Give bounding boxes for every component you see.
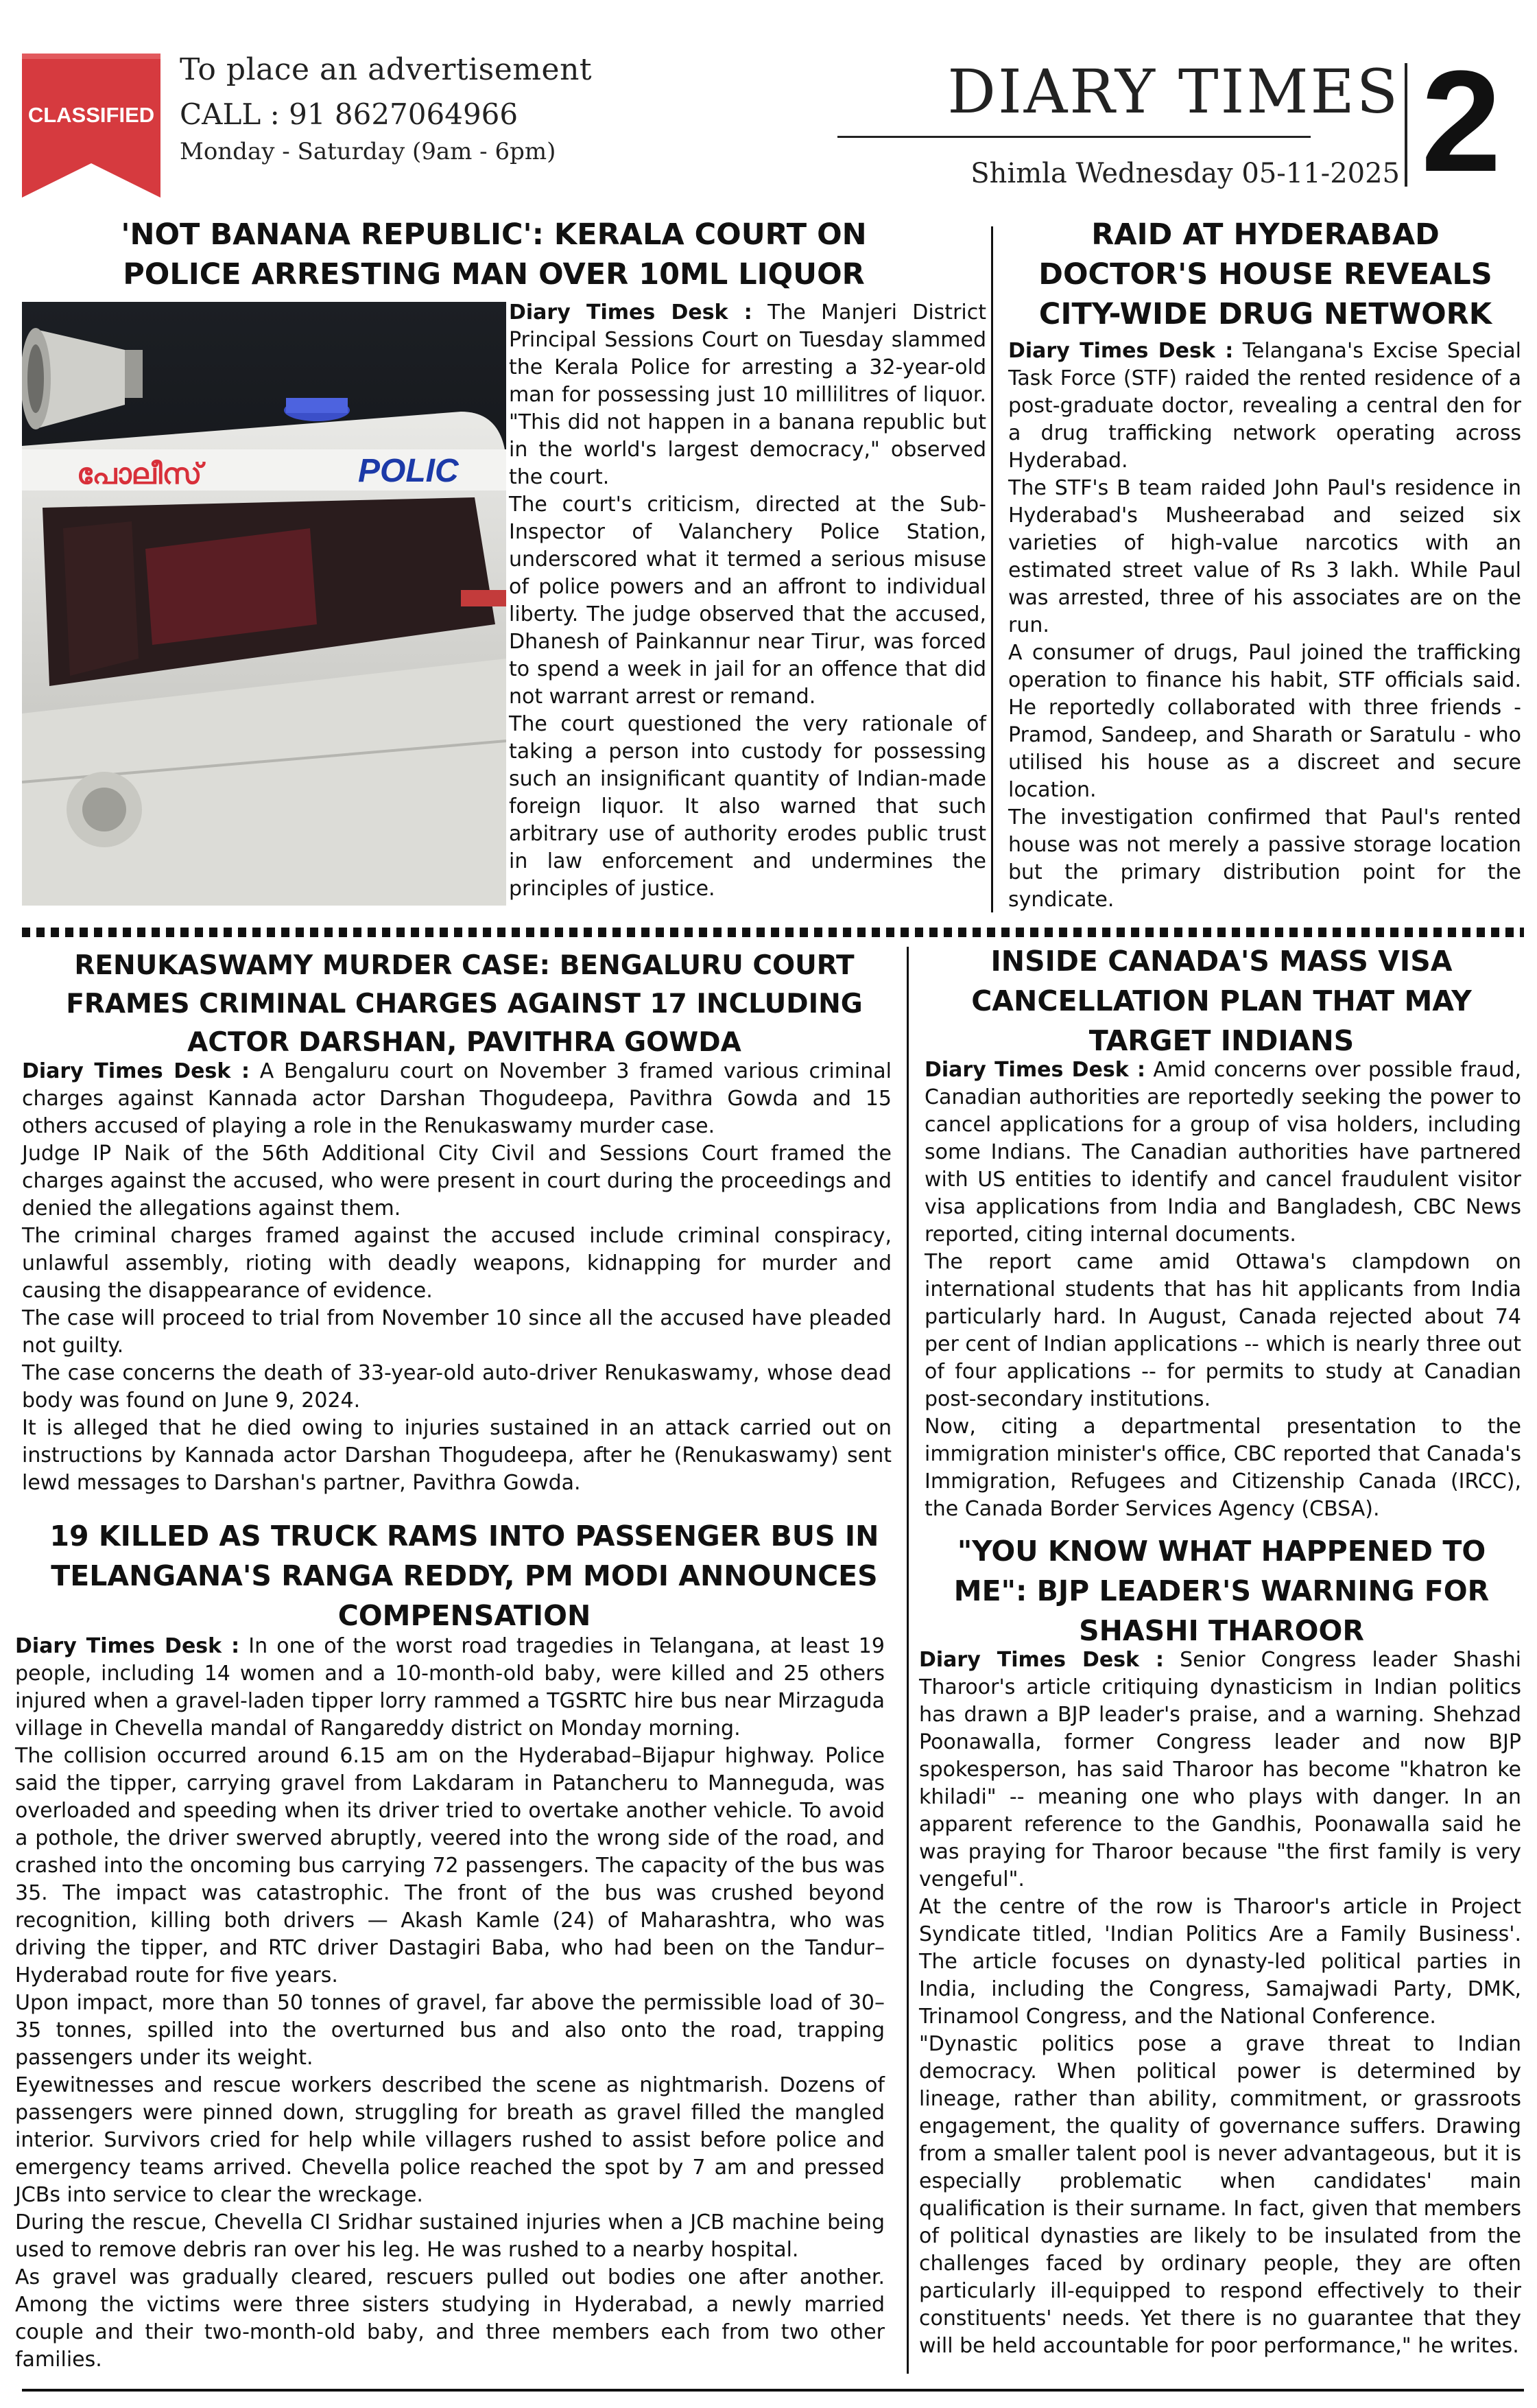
paragraph: The case will proceed to trial from November 10 since all the accused have pleaded not guilty. [22,1306,892,1358]
desk-credit: Diary Times Desk : [1008,339,1234,363]
paragraph: The investigation confirmed that Paul's rented house was not merely a passive storage location but the primary distribution point for the syndicate. [1008,805,1521,912]
article-renukaswamy-body [22,1058,892,1497]
classified-ribbon [22,54,160,198]
paragraph: It is alleged that he died owing to injuries sustained in an attack carried out on instructions by Kannada actor Darshan Thogudeepa, after he (Renukaswamy) sent lewd messages to Darshan's partner, Pavithra Gowda. [22,1416,892,1495]
paragraph: The court's criticism, directed at the Sub-Inspector of Valanchery Police Station, underscored what it termed a serious misuse of police powers and an affront to individual liberty. The judge observed that the accused, Dhanesh of Painkannur near Tirur, was forced to spend a week in jail for an offence that did not warrant arrest or remand. [509,493,986,709]
headline-tharoor: "YOU KNOW WHAT HAPPENED TO ME": BJP LEADER'S WARNING FOR SHASHI THAROOR [953,1535,1490,1647]
dateline: Shimla Wednesday 05-11-2025 [970,158,1400,189]
paragraph: Judge IP Naik of the 56th Additional City Civil and Sessions Court framed the charges against the accused, who were present in court during the proceedings and denied the allegations against them. [22,1142,892,1220]
headline-renukaswamy: RENUKASWAMY MURDER CASE: BENGALURU COURT FRAMES CRIMINAL CHARGES AGAINST 17 INCLUDING ACTOR DARSHAN, PAVITHRA GOWDA [66,950,863,1058]
desk-credit: Diary Times Desk : [15,1634,240,1658]
column-divider [991,226,993,912]
section-divider [22,928,1524,937]
paragraph: In one of the worst road tragedies in Telangana, at least 19 people, including 14 women and a 10-month-old baby, were killed and 25 others injured when a gravel-laden tipper lorry rammed a TGSRTC hire bus near Mirzaguda village in Chevella mandal of Rangareddy district on Monday morning. [15,1634,885,1740]
ad-phone: CALL : 91 8627064966 [180,97,519,131]
paragraph: Now, citing a departmental presentation to the immigration minister's office, CBC reported that Canada's Immigration, Refugees and Citizenship Canada (IRCC), the Canada Border Services Agency (CBSA). [925,1415,1521,1521]
paragraph: During the rescue, Chevella CI Sridhar sustained injuries when a JCB machine being used to remove debris ran over his leg. He was rushed to a nearby hospital. [15,2210,885,2262]
column-divider [907,947,909,2374]
ad-line-1: To place an advertisement [180,52,593,87]
article-kerala-body [509,299,986,903]
paragraph: A consumer of drugs, Paul joined the trafficking operation to finance his habit, STF officials said. He reportedly collaborated with three friends - Pramod, Sandeep, and Sharath or Saratulu - who utilised his house as a discreet and secure location. [1008,641,1521,802]
paragraph: The court questioned the very rationale of taking a person into custody for possessing such an insignificant quantity of Indian-made foreign liquor. It also warned that such arbitrary use of authority erodes public trust in law enforcement and undermines the principles of justice. [509,712,986,901]
desk-credit: Diary Times Desk : [22,1059,250,1083]
police-sign-malayalam: പോലീസ് [77,457,202,491]
page-number: 2 [1421,40,1501,202]
paragraph: Amid concerns over possible fraud, Canadian authorities are reportedly seeking the power to cancel applications for a group of visa holders, including some Indians. The Canadian authorities have partnered with US entities to identify and cancel fraudulent visitor visa applications from India and Bangladesh, CBC News reported, citing internal documents. [925,1058,1521,1247]
headline-hyderabad: RAID AT HYDERABAD DOCTOR'S HOUSE REVEALS CITY-WIDE DRUG NETWORK [1038,217,1492,331]
paragraph: Eyewitnesses and rescue workers described the scene as nightmarish. Dozens of passengers were pinned down, struggling for breath as gravel filled the mangled interior. Survivors cried for help while villagers rushed to assist before police and emergency teams arrived. Chevella police reached the spot by 7 am and pressed JCBs into service to clear the wreckage. [15,2073,885,2207]
article-hyderabad-body [1008,338,1521,914]
police-sign-english: POLIC [358,453,459,489]
headline-telangana: 19 KILLED AS TRUCK RAMS INTO PASSENGER BUS IN TELANGANA'S RANGA REDDY, PM MODI ANNOUNCES COMPENSATION [49,1520,879,1632]
desk-credit: Diary Times Desk : [925,1058,1145,1082]
ad-hours: Monday - Saturday (9am - 6pm) [180,138,556,165]
paper-name: DIARY TIMES [947,56,1400,127]
paragraph: Upon impact, more than 50 tonnes of gravel, far above the permissible load of 30–35 tonnes, spilled into the overturned bus and also onto the road, trapping passengers under its weight. [15,1991,885,2070]
page-number-divider [1405,63,1407,187]
article-canada-body [925,1057,1521,1523]
police-vehicle-photo [22,302,506,906]
police-vehicle-image [22,302,506,906]
paragraph: At the centre of the row is Tharoor's article in Project Syndicate titled, 'Indian Politics Are a Family Business'. The article focuses on dynasty-led political parties in India, including the Congress, Samajwadi Party, DMK, Trinamool Congress, and the National Conference. [919,1895,1521,2029]
paragraph: "Dynastic politics pose a grave threat to Indian democracy. When political power is determined by lineage, rather than ability, commitment, or grassroots engagement, the quality of governance suffers. Drawing from a smaller talent pool is never advantageous, but it is especially problematic when candidates' main qualification is their surname. In fact, given that members of political dynasties are likely to be insulated from the challenges faced by ordinary people, they are often particularly ill-equipped to respond effectively to their constituents' needs. Yet there is no guarantee that they will be held accountable for poor performance," he writes. [919,2032,1521,2358]
paragraph: Senior Congress leader Shashi Tharoor's article critiquing dynasticism in Indian politics has drawn a BJP leader's praise, and a warning. Shehzad Poonawalla, former Congress leader and now BJP spokesperson, has said Tharoor has become "khatron ke khiladi" -- meaning one who plays with danger. In an apparent reference to the Gandhis, Poonawalla said he was praying for Tharoor because "the first family is very vengeful". [919,1648,1521,1891]
headline-canada: INSIDE CANADA'S MASS VISA CANCELLATION PLAN THAT MAY TARGET INDIANS [971,945,1472,1057]
page-bottom-rule [22,2389,1524,2392]
paragraph: The STF's B team raided John Paul's residence in Hyderabad's Musheerabad and seized six varieties of high-value narcotics with an estimated street value of Rs 3 lakh. While Paul was arrested, three of his associates are on the run. [1008,476,1521,637]
masthead [947,56,1400,189]
masthead-rule [837,136,1311,138]
paragraph: Telangana's Excise Special Task Force (STF) raided the rented residence of a post-graduate doctor, revealing a central den for a drug trafficking network operating across Hyderabad. [1008,339,1521,473]
article-tharoor-body [919,1646,1521,2360]
desk-credit: Diary Times Desk : [509,300,752,324]
paragraph: A Bengaluru court on November 3 framed various criminal charges against Kannada actor Darshan Thogudeepa, Pavithra Gowda and 15 others accused of playing a role in the Renukaswamy murder case. [22,1059,892,1138]
headline-kerala: 'NOT BANANA REPUBLIC': KERALA COURT ON POLICE ARRESTING MAN OVER 10ML LIQUOR [121,217,867,292]
classified-label: CLASSIFIED [27,103,155,127]
advertisement-info [180,52,593,165]
paragraph: The case concerns the death of 33-year-old auto-driver Renukaswamy, whose dead body was found on June 9, 2024. [22,1361,892,1413]
article-telangana-body [15,1633,885,2374]
desk-credit: Diary Times Desk : [919,1648,1164,1672]
paragraph: The collision occurred around 6.15 am on the Hyderabad–Bijapur highway. Police said the tipper, carrying gravel from Lakdaram in Patancheru to Manneguda, was overloaded and speeding when its driver tried to overtake another vehicle. To avoid a pothole, the driver swerved abruptly, veered into the wrong side of the road, and crashed into the oncoming bus carrying 72 passengers. The capacity of the bus was 35. The impact was catastrophic. The front of the bus was crushed beyond recognition, killing both drivers — Akash Kamle (24) of Maharashtra, who was driving the tipper, and RTC driver Dastagiri Baba, who had been on the Tandur–Hyderabad route for five years. [15,1744,885,1987]
paragraph: As gravel was gradually cleared, rescuers pulled out bodies one after another. Among the victims were three sisters studying in Hyderabad, a newly married couple and their two-month-old baby, and three members each from two other families. [15,2265,885,2372]
paragraph: The report came amid Ottawa's clampdown on international students that has hit applicants from India particularly hard. In August, Canada rejected about 74 per cent of Indian applications -- which is nearly three out of four applications -- for permits to study at Canadian post-secondary institutions. [925,1250,1521,1411]
paragraph: The Manjeri District Principal Sessions Court on Tuesday slammed the Kerala Police for arresting a 32-year-old man for possessing just 10 millilitres of liquor. "This did not happen in a banana republic but in the world's largest democracy," observed the court. [509,300,986,489]
paragraph: The criminal charges framed against the accused include criminal conspiracy, unlawful assembly, rioting with deadly weapons, kidnapping for murder and causing the disappearance of evidence. [22,1224,892,1303]
